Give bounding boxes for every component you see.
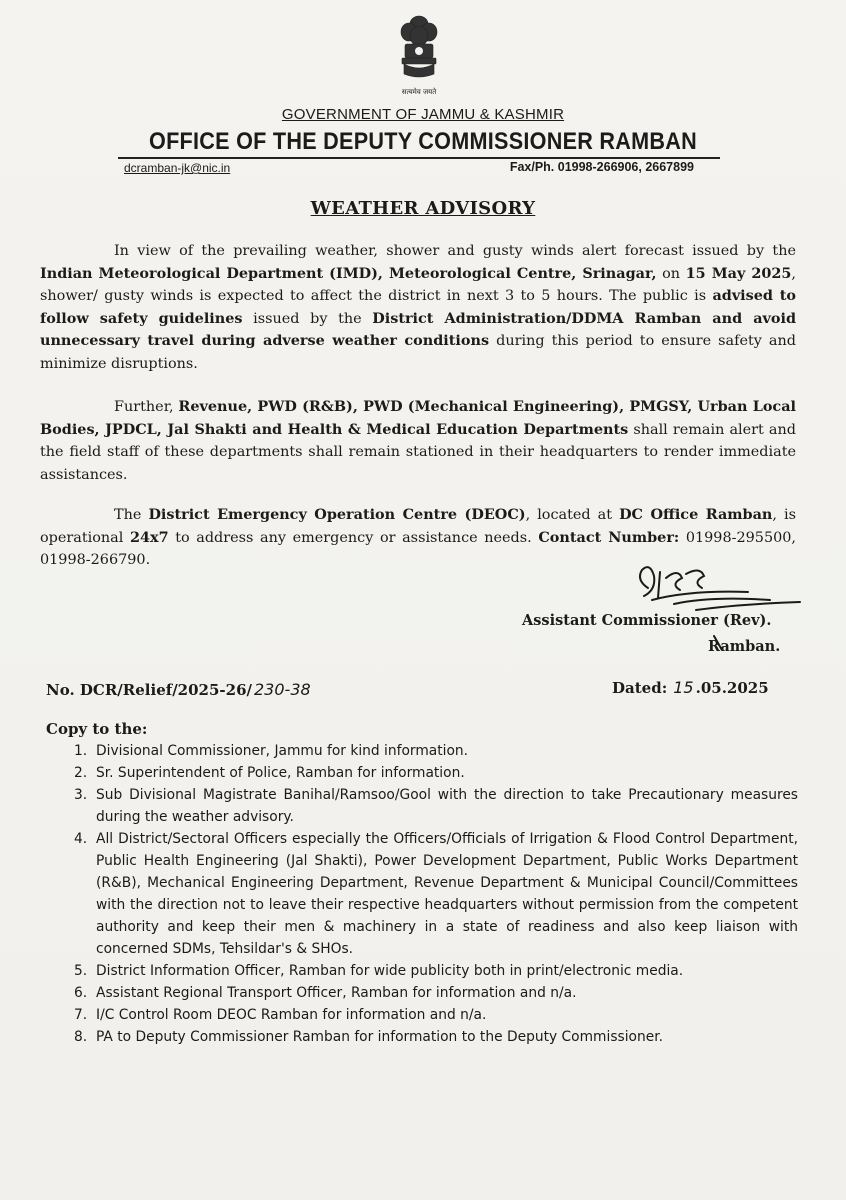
copy-item: 3. Sub Divisional Magistrate Banihal/Ramsoo/Gool with the direction to take Precautionary measures during the weather advisory.: [74, 787, 798, 825]
office-fax-phone: Fax/Ph. 01998-266906, 2667899: [509, 160, 694, 174]
reference-number: No. DCR/Relief/2025-26/ 230-38: [46, 680, 311, 699]
copy-item: 2. Sr. Superintendent of Police, Ramban for information.: [74, 765, 465, 781]
signatory-place: Ramban.: [708, 638, 781, 655]
copy-item: 1. Divisional Commissioner, Jammu for kind information.: [74, 743, 469, 759]
advisory-paragraph-1: In view of the prevailing weather, shower and gusty winds alert forecast issued by the Indian Meteorological Department (IMD), Meteorological Centre, Srinagar, on 15 May 2025, shower/ gusty winds is expected to affect the district in next 3 to 5 hours. The public is advised to follow safety guidelines issued by the District Administration/DDMA Ramban and avoid unnecessary travel during adverse weather conditions during this period to ensure safety and minimize disruptions.: [40, 243, 797, 372]
issue-date: Dated: 15 .05.2025: [612, 678, 769, 697]
advisory-paragraph-2: Further, Revenue, PWD (R&B), PWD (Mechanical Engineering), PMGSY, Urban Local Bodies, JPDCL, Jal Shakti and Health & Medical Education Departments shall remain alert and the field staff of these departments shall remain stationed in their headquarters to render immediate assistances.: [40, 398, 796, 483]
advisory-paragraph-3: The District Emergency Operation Centre (DEOC), located at DC Office Ramban, is operational 24x7 to address any emergency or assistance needs. Contact Number: 01998-295500, 01998-266790.: [40, 506, 796, 568]
header-divider: [118, 157, 720, 159]
reference-handwritten: 230-38: [254, 680, 311, 699]
office-email[interactable]: dcramban-jk@nic.in: [124, 161, 231, 175]
copy-item: 6. Assistant Regional Transport Officer, Ramban for information and n/a.: [74, 985, 577, 1001]
copy-item: 7. I/C Control Room DEOC Ramban for information and n/a.: [74, 1007, 487, 1023]
copy-item: 8. PA to Deputy Commissioner Ramban for information to the Deputy Commissioner.: [74, 1029, 663, 1045]
government-name: GOVERNMENT OF JAMMU & KASHMIR: [281, 106, 565, 123]
copy-to-heading: Copy to the:: [46, 720, 148, 738]
signatory-designation: Assistant Commissioner (Rev).: [522, 612, 772, 629]
office-name: OFFICE OF THE DEPUTY COMMISSIONER RAMBAN: [148, 128, 698, 155]
date-handwritten-day: 15: [673, 678, 694, 697]
copy-to-list: [74, 740, 798, 1048]
ashoka-emblem-icon: [392, 12, 446, 108]
copy-item: 4. All District/Sectoral Officers especially the Officers/Officials of Irrigation & Flood Control Department, Public Health Engineering (Jal Shakti), Power Development Department, Public Works Department (R&B), Mechanical Engineering Department, Revenue Department & Municipal Council/Committees with the direction not to leave their respective headquarters without permission from the competent authority and keep their men & machinery in a state of readiness and also keep liaison with concerned SDMs, Tehsildar's & SHOs.: [74, 831, 798, 957]
advisory-title: WEATHER ADVISORY: [310, 198, 536, 219]
emblem-motto: सत्यमेव जयते: [401, 88, 437, 96]
copy-item: 5. District Information Officer, Ramban for wide publicity both in print/electronic media.: [74, 963, 684, 979]
